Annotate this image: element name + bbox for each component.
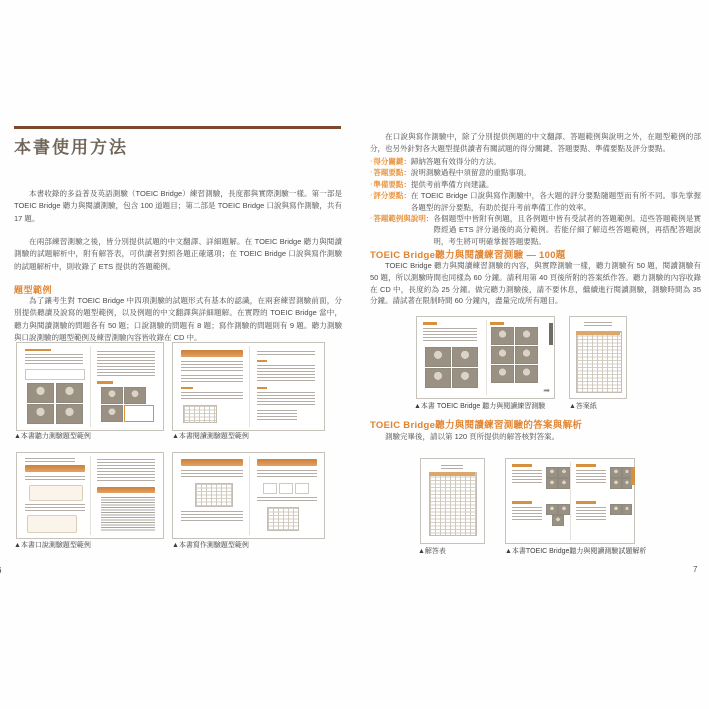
mock-text-lines	[25, 504, 85, 512]
section-heading-answers-analysis: TOEIC Bridge聽力與閱讀練習測驗的答案與解析	[370, 420, 583, 431]
bullet-answer-points: ‧ 答題要點 ： 說明測驗過程中須留意的重點事項。	[370, 168, 531, 178]
mock-text-lines	[97, 459, 155, 483]
arrow-icon: ➡	[543, 386, 550, 395]
thumbnail-analysis-spread	[505, 458, 635, 544]
mock-text-lines	[576, 470, 606, 484]
mock-speech-box	[29, 485, 83, 501]
page-title: 本書使用方法	[14, 138, 128, 157]
mock-fold	[486, 320, 487, 395]
mock-label	[257, 360, 267, 362]
mock-label	[97, 381, 113, 384]
bullet-dot: ‧	[370, 179, 373, 189]
page-number-right: 7	[693, 565, 698, 574]
mock-header-bar	[181, 350, 243, 357]
mock-photo	[124, 387, 146, 404]
mock-label	[25, 349, 51, 351]
bullet-grading-points: ‧ 評分要點 ： 在 TOEIC Bridge 口說與寫作測驗中，各大題的評分要點隨題型而有所不同。事先掌握各題型的評分要點，有助於提升考前準備工作的效率。	[370, 191, 701, 212]
mock-text-lines	[181, 392, 243, 400]
mock-header-bar	[257, 459, 317, 466]
mock-photo	[610, 504, 622, 515]
mock-label	[512, 501, 532, 504]
mock-answer-stamp	[124, 405, 154, 422]
mock-photo	[546, 504, 558, 515]
thumbnail-reading-sample	[172, 342, 325, 431]
mock-fold	[90, 456, 91, 534]
mock-text-lines	[181, 361, 243, 371]
mock-photo	[515, 346, 538, 364]
title-rule	[14, 126, 341, 129]
mock-text-lines	[25, 354, 83, 366]
mock-text-lines	[423, 328, 477, 343]
mock-text-lines	[512, 507, 542, 521]
mock-photo	[546, 478, 558, 489]
mock-box	[263, 483, 277, 494]
paragraph-speaking-writing-intro: 在口說與寫作測驗中，除了分別提供例題的中文翻譯、答題範例與說明之外，在題型範例的部分，也另外針對各大題型提供讀者有關試題的得分關鍵、答題要點、準備要點及評分要點。	[370, 132, 701, 153]
paragraph-intro-1: 本書收錄的多益普及英語測驗（TOEIC Bridge）練習測驗，長度都與實際測驗一樣。第一部是 TOEIC Bridge 聽力與閱讀測驗，包含 100 道題目；第二部是 TOEIC Bridge 口說與寫作測驗，共有 17 題。	[14, 189, 342, 223]
mock-text-lines	[441, 465, 463, 469]
mock-label	[490, 322, 504, 325]
mock-text-lines	[257, 497, 317, 503]
page-number-left	[0, 566, 4, 576]
mock-photo	[101, 387, 123, 404]
bullet-list	[370, 156, 701, 247]
mock-text-lines	[25, 476, 85, 481]
mock-label	[576, 501, 596, 504]
mock-photo	[610, 467, 622, 478]
caption-practice-test: ▲本書 TOEIC Bridge 聽力與閱讀練習測驗	[414, 403, 546, 410]
mock-box	[295, 483, 309, 494]
caption-answer-sheet: ▲答案紙	[569, 403, 597, 410]
mock-label	[423, 322, 437, 325]
mock-text-lines	[257, 365, 315, 383]
caption-listening-sample: ▲本書聽力測驗題型範例	[14, 433, 91, 440]
mock-fold	[249, 456, 250, 534]
caption-writing-sample: ▲本書寫作測驗題型範例	[172, 542, 249, 549]
mock-index-tab	[549, 323, 553, 345]
mock-fold	[249, 346, 250, 426]
mock-text-lines	[97, 351, 155, 377]
mock-label	[512, 464, 532, 467]
mock-photo	[56, 404, 83, 424]
caption-analysis-spread: ▲本書TOEIC Bridge聽力與閱讀測驗試題解析	[505, 548, 647, 555]
mock-label	[576, 464, 596, 467]
mock-fold	[90, 346, 91, 426]
mock-photo	[491, 365, 514, 383]
mock-header-bar	[181, 459, 243, 466]
mock-text-lines	[181, 470, 243, 478]
mock-photo	[515, 327, 538, 345]
mock-text-lines	[257, 392, 315, 406]
mock-table	[267, 507, 299, 531]
mock-header-bar	[25, 465, 85, 472]
mock-index-tab	[631, 467, 635, 485]
mock-text-lines	[181, 511, 243, 523]
mock-text-lines	[181, 375, 243, 383]
mock-text-lines	[576, 507, 606, 521]
mock-photo	[425, 368, 451, 388]
mock-photo	[558, 478, 570, 489]
mock-note-box	[27, 515, 77, 533]
bullet-preparation-points: ‧ 準備要點 ： 提供考前準備方向建議。	[370, 179, 494, 189]
mock-photo	[56, 383, 83, 403]
thumbnail-speaking-sample	[16, 452, 164, 539]
mock-header-bar	[97, 487, 155, 493]
mock-answer-columns	[576, 331, 622, 393]
mock-list-lines	[101, 497, 155, 531]
mock-table	[195, 483, 233, 507]
bullet-dot: ‧	[370, 191, 373, 201]
mock-label	[181, 387, 193, 389]
mock-photo	[552, 515, 564, 526]
bullet-scoring-key: ‧ 得分關鍵 ： 歸納答題有效得分的方法。	[370, 157, 501, 166]
section-heading-question-samples: 題型範例	[14, 285, 53, 295]
bullet-dot: ‧	[370, 168, 373, 178]
mock-photo	[452, 347, 478, 367]
mock-table-header	[429, 472, 475, 476]
bullet-dot: ‧	[370, 214, 373, 224]
paragraph-samples: 為了讓考生對 TOEIC Bridge 中四項測驗的試題形式有基本的認識，在兩套練習測驗前面，分別提供聽讀及說寫的題型範例，以及例題的中文翻譯與詳細題解。在實際的 TOEIC Bridge 當中，聽力與閱讀測驗的問題各有 50 題；口說測驗的問題有 8 題；寫作測驗的問題則有 9 題。聽力測驗與口說測驗的題型範例及練習測驗內容皆收錄在 CD 中。	[14, 296, 342, 343]
mock-photo	[491, 327, 514, 345]
paragraph-intro-2: 在兩部練習測驗之後，皆分別提供試題的中文翻譯、詳細題解。在 TOEIC Bridge 聽力與閱讀測驗的試題解析中，附有解答表，可供讀者對照各題正確選項；在 TOEIC Bridge 口說與寫作測驗的試題解析中，則收錄了 ETS 提供的答題範例。	[14, 237, 342, 271]
mock-box	[279, 483, 293, 494]
section-heading-practice-test: TOEIC Bridge聽力與閱讀練習測驗 — 100題	[370, 250, 566, 261]
caption-speaking-sample: ▲本書口說測驗題型範例	[14, 542, 91, 549]
mock-note-box	[25, 369, 85, 380]
mock-text-lines	[257, 470, 317, 478]
mock-text-lines	[257, 351, 315, 357]
thumbnail-writing-sample	[172, 452, 325, 539]
mock-table	[183, 405, 217, 423]
mock-photo	[101, 405, 123, 422]
mock-photo	[27, 404, 54, 424]
mock-photo	[558, 467, 570, 478]
caption-reading-sample: ▲本書閱讀測驗題型範例	[172, 433, 249, 440]
mock-photo	[452, 368, 478, 388]
mock-photo	[515, 365, 538, 383]
caption-answer-key: ▲解答表	[418, 548, 446, 555]
bullet-sample-answers: ‧ 答題範例與說明 ： 各個題型中皆附有例題，且各例題中皆有受試者的答題範例。這些答題範例是實際經過 ETS 評分過後的高分範例。若能仔細了解這些答題範例，再搭配答題說明，考生將可明確掌握答題要點。	[370, 214, 701, 246]
bullet-dot: ‧	[370, 157, 373, 166]
mock-photo	[558, 504, 570, 515]
mock-text-lines	[25, 458, 75, 463]
mock-photo	[27, 383, 54, 403]
thumbnail-listening-sample	[16, 342, 164, 431]
paragraph-practice-test: TOEIC Bridge 聽力與閱讀練習測驗的內容，與實際測驗一樣，聽力測驗有 50 題，閱讀測驗有 50 題，所以測驗時間也同樣為 60 分鐘。請利用第 40 頁後所附的答案紙作答。聽力測驗的內容收錄在 CD 中，長度約為 25 分鐘。做完聽力測驗後，請不要休息，繼續進行閱讀測驗，測驗時間為 35 分鐘。請試著在限制時間 60 分鐘內，盡量完成所有題目。	[370, 261, 701, 306]
mock-text-lines	[584, 322, 612, 328]
thumbnail-answer-sheet	[569, 316, 627, 399]
mock-photo	[546, 467, 558, 478]
mock-photo	[610, 478, 622, 489]
mock-photo	[425, 347, 451, 367]
mock-text-lines	[512, 470, 542, 484]
paragraph-answers-analysis: 測驗完畢後，請以第 120 頁所提供的解答核對答案。	[385, 432, 560, 441]
mock-fold	[570, 462, 571, 539]
thumbnail-answer-key	[420, 458, 485, 544]
mock-answer-grid	[429, 472, 477, 536]
mock-table-header	[576, 331, 620, 335]
mock-text-lines	[257, 410, 297, 420]
thumbnail-practice-test	[416, 316, 555, 399]
mock-photo	[491, 346, 514, 364]
mock-label	[257, 387, 267, 389]
mock-photo	[622, 504, 632, 515]
